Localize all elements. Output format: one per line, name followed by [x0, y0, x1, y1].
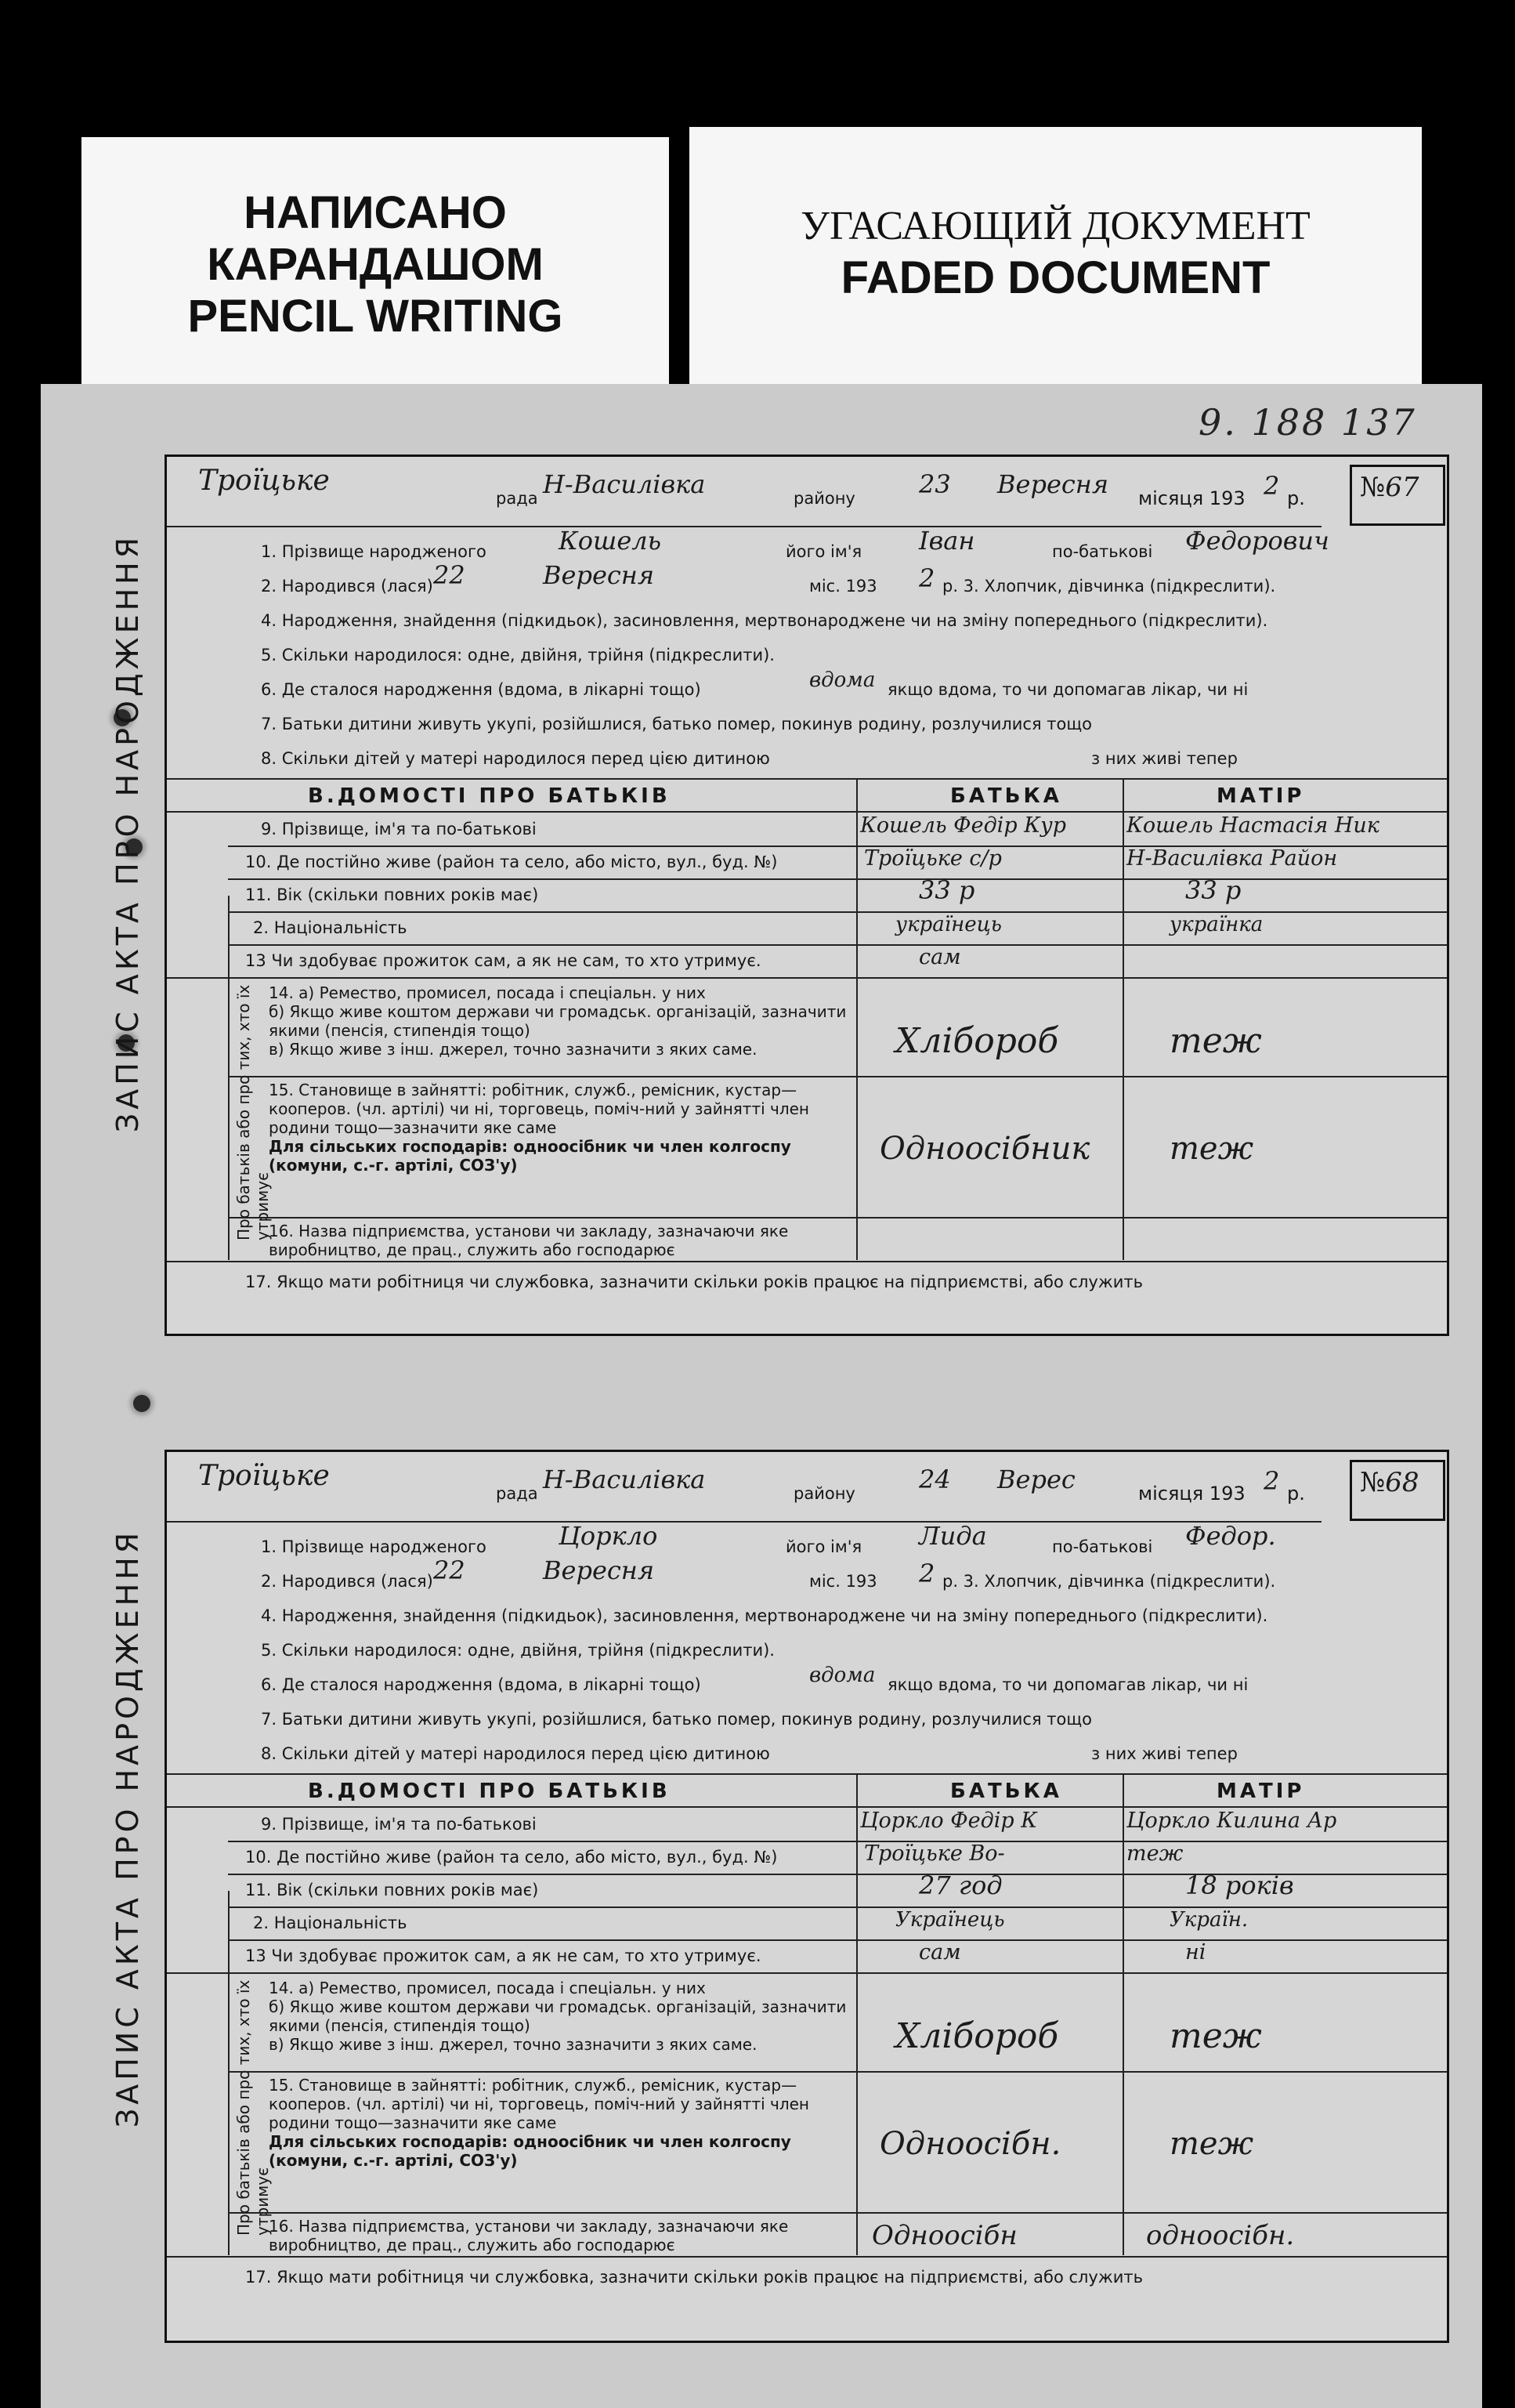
rada-name: Н-Василівка	[543, 1465, 706, 1494]
village-name: Троїцьке	[198, 465, 330, 497]
year-suffix: р.	[1287, 487, 1305, 509]
father-self-support: сам	[919, 1940, 961, 1964]
vertical-title: ЗАПИС АКТА ПРО НАРОДЖЕННЯ	[110, 533, 145, 1133]
rada-name: Н-Василівка	[543, 469, 706, 499]
record-day: 23	[919, 469, 951, 499]
raion-label: району	[794, 1484, 855, 1503]
label-ru: УГАСАЮЩИЙ ДОКУМЕНТ	[801, 204, 1311, 248]
mother-name: Кошель Настасія Ник	[1126, 813, 1379, 838]
child-surname: Цоркло	[559, 1521, 658, 1551]
record-month: Верес	[997, 1465, 1076, 1494]
label-line-1: НАПИСАНО	[244, 187, 507, 238]
father-address: Троїцьке с/р	[864, 846, 1002, 871]
born-day: 22	[433, 560, 465, 590]
mother-age: 33 р	[1185, 875, 1242, 905]
father-status: Одноосібн.	[880, 2126, 1061, 2162]
record-year: 2	[1264, 471, 1280, 501]
side-note: Про батьків або про тих, хто їх утримує	[234, 1979, 272, 2236]
mother-workplace: одноосібн.	[1146, 2220, 1295, 2251]
year-suffix: р.	[1287, 1483, 1305, 1505]
month-label: місяця 193	[1138, 487, 1246, 509]
mother-self-support: ні	[1185, 1940, 1206, 1964]
father-workplace: Одноосібн	[872, 2220, 1018, 2251]
pencil-writing-label	[81, 137, 669, 396]
mother-trade: теж	[1170, 2016, 1262, 2056]
sheet-number: 9. 188 137	[1199, 401, 1417, 444]
mother-header: МАТІР	[1217, 1780, 1305, 1803]
father-age: 27 год	[919, 1870, 1003, 1900]
record-number-box: №67	[1350, 465, 1445, 526]
parents-header: В.ДОМОСТІ ПРО БАТЬКІВ	[308, 1780, 671, 1803]
father-self-support: сам	[919, 945, 961, 969]
village-name: Троїцьке	[198, 1460, 330, 1492]
record-number: 67	[1385, 472, 1419, 503]
mother-address: Н-Василівка Район	[1126, 846, 1338, 871]
birth-place: вдома	[809, 1664, 876, 1687]
child-name: Іван	[919, 526, 975, 556]
month-label: місяця 193	[1138, 1483, 1246, 1505]
father-status: Одноосібник	[880, 1131, 1090, 1167]
child-name: Лида	[919, 1521, 987, 1551]
birth-place: вдома	[809, 668, 876, 692]
child-surname: Кошель	[559, 526, 662, 556]
side-note: Про батьків або про тих, хто їх утримує	[234, 984, 272, 1240]
father-nationality: Українець	[895, 1908, 1005, 1932]
father-name: Кошель Федір Кур	[860, 813, 1067, 838]
father-age: 33 р	[919, 875, 975, 905]
parents-header: В.ДОМОСТІ ПРО БАТЬКІВ	[308, 784, 671, 808]
label-line-2: КАРАНДАШОМ	[207, 239, 544, 290]
record-day: 24	[919, 1465, 951, 1494]
mother-nationality: українка	[1170, 913, 1264, 936]
birth-record-form-1: ЗАПИС АКТА ПРО НАРОДЖЕННЯ Троїцьке рада Н-Василівка району 23 Вересня місяця 193 2 р. №67 1. Прізвище народженого Кошель його ім'я Іван по-батькові Федорович 2. Народився (лася) 22 Вересня міс. 193 2 р. 3. Хлопчик, дівчинка (підкреслити). 4. Народження, знайдення (підкидьок), засиновлення, мертвонароджене чи на зміну попереднього (підкреслити). 5. Скільки народилося: одне, двійня, трійня (підкреслити). 6. Де сталося народження (вдома, в лікарні тощо) вдома якщо вдома, то чи допомагав лікар, чи ні 7. Батьки дитини живуть укупі, розійшлися, батько помер, покинув родину, розлучилися тощо 8. Скільки дітей у матері народилося перед цією дитиною з них живі тепер В.ДОМОСТІ ПРО БАТЬКІВ БАТЬКА МАТІР 9. Прізвище, ім'я та по-батькові Кошель Федір Кур Кошель Настасія Ник 10. Де постійно живе (район та село, або місто, вул., буд. №) Троїцьке с/р Н-Василівка Район 11. Вік (скільки повних років має) 33 р 33 р 2. Національність українець українка 13 Чи здобуває прожиток сам, а як не сам, то хто утримує. сам Про батьків або про тих, хто їх утримує 14. а) Ремество, промисел, посада і спеціальн. у них б) Якщо живе коштом держави чи громадськ. організацій, зазначити якими (пенсія, стипендія тощо) в) Якщо живе з інш. джерел, точно зазначити з яких саме. Хлібороб теж 15. Становище в зайнятті: робітник, служб., ремісник, кустар—кооперов. (чл. артілі) чи ні, торговець, поміч-ний у зайнятті член родини тощо—зазначити яке саме Для сільських господарів: одноосібник чи член колгоспу (комуни, с.-г. артілі, СОЗ'у) Одноосібник теж 16. Назва підприємства, установи чи закладу, зазначаючи яке виробництво, де прац., служить або господарює 17. Якщо мати робітниця чи службовка, зазначити скільки років працює на підприємстві, або служить	[165, 454, 1449, 1336]
father-trade: Хлібороб	[895, 1021, 1059, 1061]
mother-status: теж	[1170, 2126, 1254, 2162]
born-year: 2	[919, 1559, 935, 1588]
record-number: 68	[1385, 1467, 1419, 1498]
rada-label: рада	[496, 1484, 538, 1503]
father-header: БАТЬКА	[950, 784, 1062, 808]
born-year: 2	[919, 563, 935, 593]
father-header: БАТЬКА	[950, 1780, 1062, 1803]
vertical-title: ЗАПИС АКТА ПРО НАРОДЖЕННЯ	[110, 1528, 145, 2128]
punch-hole	[133, 1395, 150, 1412]
label-line-3: PENCIL WRITING	[187, 291, 563, 342]
raion-label: району	[794, 489, 855, 508]
born-day: 22	[433, 1555, 465, 1585]
mother-age: 18 років	[1185, 1870, 1294, 1900]
born-month: Вересня	[543, 1555, 655, 1585]
mother-address: теж	[1126, 1841, 1184, 1866]
child-patronymic: Федорович	[1185, 526, 1329, 556]
mother-status: теж	[1170, 1131, 1254, 1167]
faded-document-label	[689, 127, 1422, 397]
birth-record-form-2: ЗАПИС АКТА ПРО НАРОДЖЕННЯ Троїцьке рада Н-Василівка району 24 Верес місяця 193 2 р. №68 1. Прізвище народженого Цоркло його ім'я Лида по-батькові Федор. 2. Народився (лася) 22 Вересня міс. 193 2 р. 3. Хлопчик, дівчинка (підкреслити). 4. Народження, знайдення (підкидьок), засиновлення, мертвонароджене чи на зміну попереднього (підкреслити). 5. Скільки народилося: одне, двійня, трійня (підкреслити). 6. Де сталося народження (вдома, в лікарні тощо) вдома якщо вдома, то чи допомагав лікар, чи ні 7. Батьки дитини живуть укупі, розійшлися, батько помер, покинув родину, розлучилися тощо 8. Скільки дітей у матері народилося перед цією дитиною з них живі тепер В.ДОМОСТІ ПРО БАТЬКІВ БАТЬКА МАТІР 9. Прізвище, ім'я та по-батькові Цоркло Федір К Цоркло Килина Ар 10. Де постійно живе (район та село, або місто, вул., буд. №) Троїцьке Во- теж 11. Вік (скільки повних років має) 27 год 18 років 2. Національність Українець Україн. 13 Чи здобуває прожиток сам, а як не сам, то хто утримує. сам ні Про батьків або про тих, хто їх утримує 14. а) Ремество, промисел, посада і спеціальн. у них б) Якщо живе коштом держави чи громадськ. організацій, зазначити якими (пенсія, стипендія тощо) в) Якщо живе з інш. джерел, точно зазначити з яких саме. Хлібороб теж 15. Становище в зайнятті: робітник, служб., ремісник, кустар—кооперов. (чл. артілі) чи ні, торговець, поміч-ний у зайнятті член родини тощо—зазначити яке саме Для сільських господарів: одноосібник чи член колгоспу (комуни, с.-г. артілі, СОЗ'у) Одноосібн. теж 16. Назва підприємства, установи чи закладу, зазначаючи яке виробництво, де прац., служить або господарює Одноосібн одноосібн. 17. Якщо мати робітниця чи службовка, зазначити скільки років працює на підприємстві, або служить	[165, 1450, 1449, 2343]
mother-nationality: Україн.	[1170, 1908, 1249, 1932]
record-month: Вересня	[997, 469, 1109, 499]
label-en: FADED DOCUMENT	[841, 252, 1271, 303]
father-trade: Хлібороб	[895, 2016, 1059, 2056]
record-year: 2	[1264, 1466, 1280, 1496]
born-month: Вересня	[543, 560, 655, 590]
father-address: Троїцьке Во-	[864, 1841, 1005, 1866]
father-name: Цоркло Федір К	[860, 1809, 1038, 1833]
child-patronymic: Федор.	[1185, 1521, 1276, 1551]
mother-name: Цоркло Килина Ар	[1126, 1809, 1337, 1833]
record-number-box: №68	[1350, 1460, 1445, 1521]
mother-trade: теж	[1170, 1021, 1262, 1061]
mother-header: МАТІР	[1217, 784, 1305, 808]
rada-label: рада	[496, 489, 538, 508]
father-nationality: українець	[895, 913, 1002, 936]
